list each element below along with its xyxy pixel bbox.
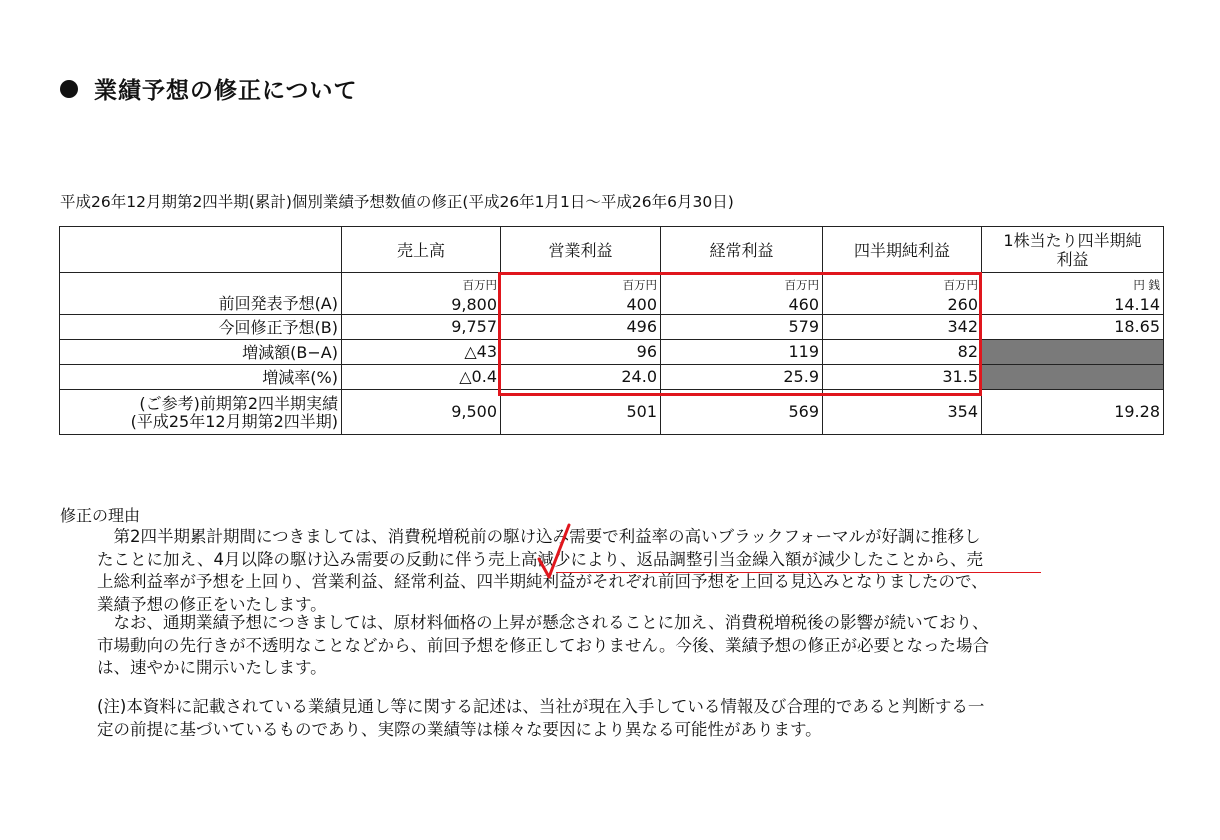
table-cell: 19.28 <box>982 389 1164 434</box>
table-cell: 501 <box>501 389 661 434</box>
row-label: 前回発表予想(A) <box>60 291 342 315</box>
header-cell-ordinary-profit: 経常利益 <box>661 227 823 273</box>
table-cell: △0.4 <box>342 364 501 389</box>
table-cell: 354 <box>823 389 982 434</box>
table-cell: 496 <box>501 314 661 339</box>
table-cell: 96 <box>501 339 661 364</box>
row-label: 増減額(B−A) <box>60 339 342 364</box>
table-header-row <box>60 227 1164 273</box>
checkmark-icon <box>535 521 575 581</box>
unit-cell: 円 銭 <box>982 273 1164 291</box>
header-cell-eps: 1株当たり四半期純 利益 <box>982 227 1164 273</box>
row-label: 増減率(%) <box>60 364 342 389</box>
table-row <box>60 339 1164 364</box>
unit-cell: 百万円 <box>501 273 661 291</box>
header-cell-empty <box>60 227 342 273</box>
header-cell-net-profit: 四半期純利益 <box>823 227 982 273</box>
bullet-icon <box>60 80 78 98</box>
shaded-cell <box>982 364 1164 389</box>
section-heading-text: 業績予想の修正について <box>94 78 358 104</box>
table-cell: △43 <box>342 339 501 364</box>
table-cell: 579 <box>661 314 823 339</box>
forecast-table <box>59 226 1164 435</box>
table-cell: 9,800 <box>342 291 501 315</box>
unit-cell: 百万円 <box>823 273 982 291</box>
table-cell: 18.65 <box>982 314 1164 339</box>
table-row <box>60 291 1164 315</box>
header-cell-sales: 売上高 <box>342 227 501 273</box>
section-heading <box>60 72 358 105</box>
table-cell: 119 <box>661 339 823 364</box>
row-label: (ご参考)前期第2四半期実績 (平成25年12月期第2四半期) <box>60 389 342 434</box>
table-cell: 260 <box>823 291 982 315</box>
table-row <box>60 389 1164 434</box>
table-cell: 342 <box>823 314 982 339</box>
table-cell: 25.9 <box>661 364 823 389</box>
table-cell: 31.5 <box>823 364 982 389</box>
table-cell: 400 <box>501 291 661 315</box>
table-row <box>60 364 1164 389</box>
unit-cell: 百万円 <box>661 273 823 291</box>
reason-paragraph-1: 第2四半期累計期間につきましては、消費税増税前の駆け込み需要で利益率の高いブラックフォーマルが好調に推移し たことに加え、4月以降の駆け込み需要の反動に伴う売上高減少により、返品調整引当金繰入額が減少したことから、売 上総利益率が予想を上回り、営業利益、経常利益、四半期純利益がそれぞれ前回予想を上回る見込みとなりましたので、 業績予想の修正をいたします。 <box>97 527 988 614</box>
table-cell: 460 <box>661 291 823 315</box>
unit-row <box>60 273 1164 291</box>
header-cell-operating-profit: 営業利益 <box>501 227 661 273</box>
underline-annotation <box>556 572 1041 573</box>
table-cell: 14.14 <box>982 291 1164 315</box>
table-cell: 9,500 <box>342 389 501 434</box>
table-row <box>60 314 1164 339</box>
disclaimer-note: (注)本資料に記載されている業績見通し等に関する記述は、当社が現在入手している情報及び合理的であると判断する一 定の前提に基づいているものであり、実際の業績等は様々な要因により異なる可能性があります。 <box>97 697 985 739</box>
table-cell: 82 <box>823 339 982 364</box>
unit-cell: 百万円 <box>342 273 501 291</box>
reason-paragraph-2: なお、通期業績予想につきましては、原材料価格の上昇が懸念されることに加え、消費税増税後の影響が続いており、 市場動向の先行きが不透明なことなどから、前回予想を修正しておりません。今後、業績予想の修正が必要となった場合 は、速やかに開示いたします。 <box>97 613 989 677</box>
table-cell: 9,757 <box>342 314 501 339</box>
table-cell: 569 <box>661 389 823 434</box>
row-label: 今回修正予想(B) <box>60 314 342 339</box>
reason-title: 修正の理由 <box>60 506 141 525</box>
table-caption: 平成26年12月期第2四半期(累計)個別業績予想数値の修正(平成26年1月1日～平成26年6月30日) <box>60 193 734 211</box>
unit-cell <box>60 273 342 291</box>
shaded-cell <box>982 339 1164 364</box>
table-cell: 24.0 <box>501 364 661 389</box>
